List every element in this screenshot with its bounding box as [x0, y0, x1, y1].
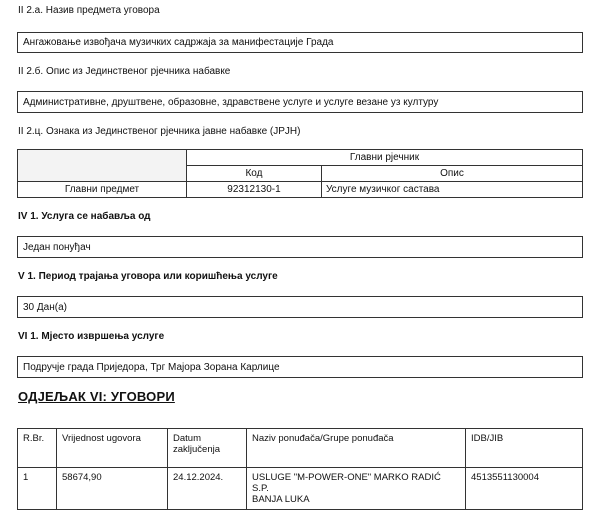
contracts-table — [17, 428, 583, 510]
vocabulary-table — [17, 149, 583, 198]
vocabulary-desc-header: Опис — [322, 166, 583, 182]
location-field — [17, 356, 583, 378]
table-row — [18, 468, 583, 510]
row-bidder — [247, 468, 466, 510]
vocabulary-desc-cell: Услуге музичког састава — [322, 182, 583, 198]
vocabulary-group-header: Главни рјечник — [187, 150, 583, 166]
col-date-line2: zaključenja — [173, 444, 220, 455]
vocabulary-row-label: Главни предмет — [18, 182, 187, 198]
vocabulary-code-cell: 92312130-1 — [187, 182, 322, 198]
description-field — [17, 91, 583, 113]
col-rbr: R.Br. — [18, 429, 57, 468]
supplier-field — [17, 236, 583, 258]
supplier-value: Један понуђач — [23, 241, 91, 253]
section-2c-label: II 2.ц. Ознака из Јединственог рјечника јавне набавке (JPJH) — [18, 126, 301, 137]
row-rbr: 1 — [18, 468, 57, 510]
col-date-line1: Datum — [173, 433, 201, 444]
section-vi1-label: VI 1. Мјесто извршења услуге — [18, 331, 165, 342]
section-2a-label: II 2.a. Назив предмета уговора — [18, 5, 160, 16]
subject-name-field — [17, 32, 583, 53]
row-value: 58674,90 — [57, 468, 168, 510]
contracts-heading: ОДЈЕЉАК VI: УГОВОРИ — [18, 389, 175, 404]
section-v1-label: V 1. Период трајања уговора или коришћења услуге — [18, 271, 278, 282]
row-bidder-line2: BANJA LUKA — [252, 494, 310, 505]
duration-value: 30 Дан(а) — [23, 301, 67, 313]
col-date — [168, 429, 247, 468]
col-value: Vrijednost ugovora — [57, 429, 168, 468]
col-idb: IDB/JIB — [466, 429, 583, 468]
row-idb: 4513551130004 — [466, 468, 583, 510]
subject-name-value: Ангажовање извођача музичких садржаја за манифестације Града — [23, 37, 334, 48]
vocabulary-code-header: Код — [187, 166, 322, 182]
row-date: 24.12.2024. — [168, 468, 247, 510]
section-iv1-label: IV 1. Услуга се набавља од — [18, 211, 151, 222]
row-bidder-line1: USLUGE "M-POWER-ONE" MARKO RADIĆ S.P. — [252, 472, 441, 494]
duration-field — [17, 296, 583, 318]
location-value: Подручје града Приједора, Трг Мајора Зорана Карлице — [23, 361, 280, 373]
vocabulary-table-blank — [18, 150, 187, 182]
section-2b-label: II 2.б. Опис из Јединственог рјечника набавке — [18, 66, 231, 77]
col-bidder: Naziv ponuđača/Grupe ponuđača — [247, 429, 466, 468]
description-value: Административне, друштвене, образовне, здравствене услуге и услуге везане уз културу — [23, 96, 439, 108]
